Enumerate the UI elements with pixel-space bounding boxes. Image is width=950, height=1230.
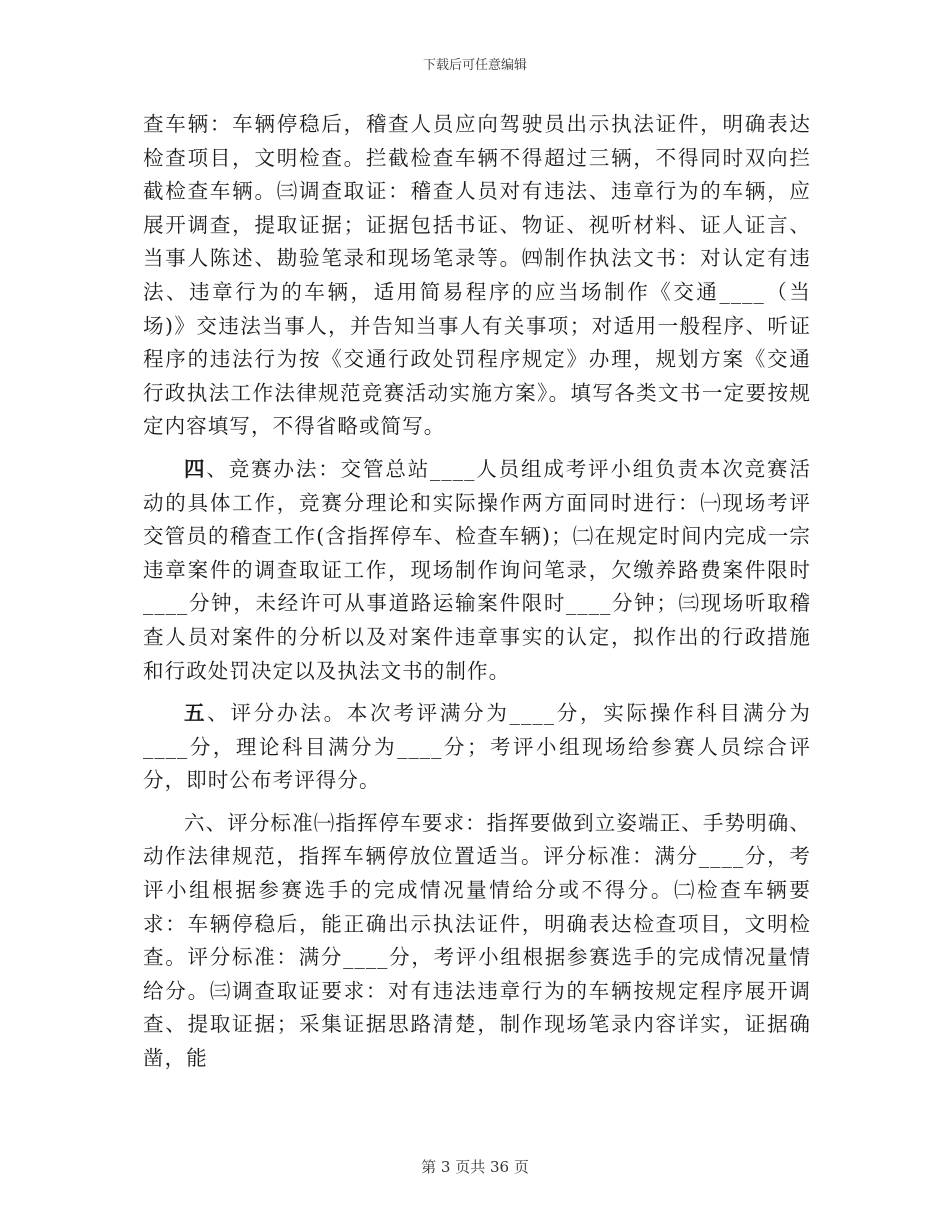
page-header: 下载后可任意编辑 [422, 58, 527, 73]
document-body [143, 108, 811, 1085]
paragraph-text: 、评分标准㈠指挥停车要求：指挥要做到立姿端正、手势明确、动作法律规范，指挥车辆停放位置适当。评分标准：满分____分，考评小组根据参赛选手的完成情况量情给分或不得分。㈡检查车辆要求：车辆停稳后，能正确出示执法证件，明确表达检查项目，文明检查。评分标准：满分____分，考评小组根据参赛选手的完成情况量情给分。㈢调查取证要求：对有违法违章行为的车辆按规定程序展开调查、提取证据；采集证据思路清楚，制作现场笔录内容详实，证据确凿，能 [143, 810, 811, 1071]
paragraph-text: 查车辆：车辆停稳后，稽查人员应向驾驶员出示执法证件，明确表达检查项目，文明检查。拦截检查车辆不得超过三辆，不得同时双向拦截检查车辆。㈢调查取证：稽查人员对有违法、违章行为的车辆，应展开调查，提取证据；证据包括书证、物证、视听材料、证人证言、当事人陈述、勘验笔录和现场笔录等。㈣制作执法文书：对认定有违法、违章行为的车辆，适用简易程序的应当场制作《交通____（当场)》交违法当事人，并告知当事人有关事项；对适用一般程序、听证程序的违法行为按《交通行政处罚程序规定》办理，规划方案《交通行政执法工作法律规范竞赛活动实施方案》。填写各类文书一定要按规定内容填写，不得省略或简写。 [143, 112, 811, 439]
page-footer: 第 3 页共 36 页 [421, 1158, 529, 1176]
paragraph-section-5 [143, 697, 811, 798]
paragraph-text: 、竞赛办法：交管总站____人员组成考评小组负责本次竞赛活动的具体工作，竞赛分理论和实际操作两方面同时进行：㈠现场考评交管员的稽查工作(含指挥停车、检查车辆)；㈡在规定时间内完成一宗违章案件的调查取证工作，现场制作询问笔录，欠缴养路费案件限时____分钟，未经许可从事道路运输案件限时____分钟；㈢现场听取稽查人员对案件的分析以及对案件违章事实的认定，拟作出的行政措施和行政处罚决定以及执法文书的制作。 [143, 456, 811, 683]
paragraph-section-6 [143, 807, 811, 1076]
paragraph-section-4 [143, 453, 811, 688]
paragraph-continuation [143, 108, 811, 444]
section-number: 五 [184, 701, 208, 726]
paragraph-text: 、评分办法。本次考评满分为____分，实际操作科目满分为____分，理论科目满分为____分；考评小组现场给参赛人员综合评分，即时公布考评得分。 [143, 701, 811, 793]
section-number: 四 [184, 456, 207, 481]
section-number: 六 [184, 810, 206, 835]
